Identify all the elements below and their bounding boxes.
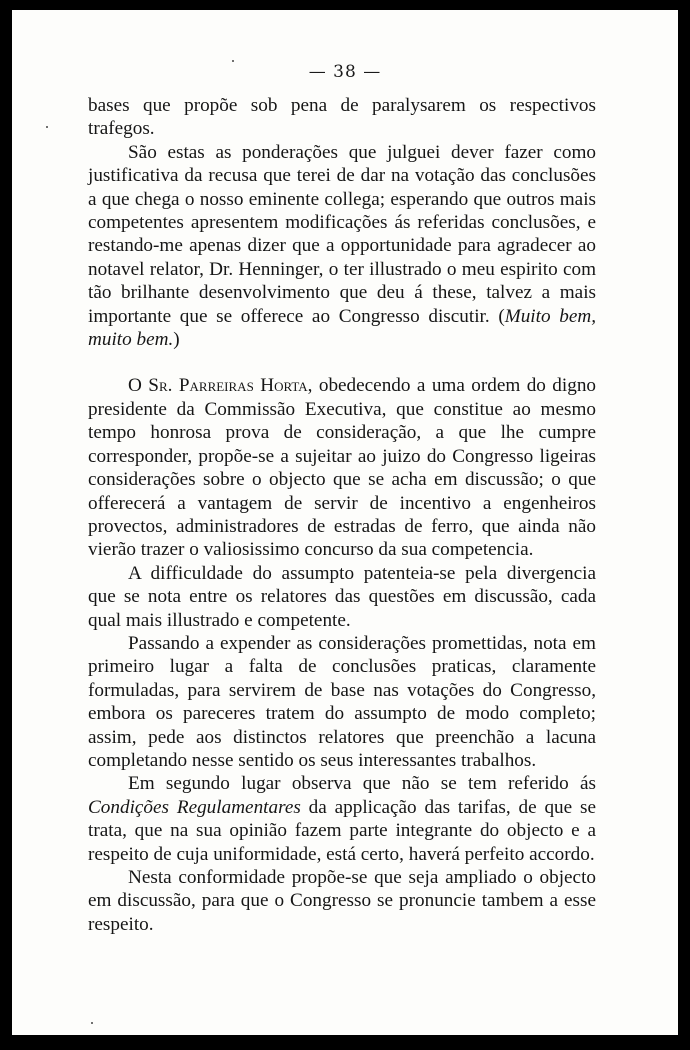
paragraph-continuation <box>88 94 596 141</box>
paragraph-text: bases que propõe sob pena de paralysarem os respectivos trafegos. <box>88 95 596 140</box>
paragraph-text: ) <box>173 329 180 351</box>
applause-remark: Muito bem, muito bem. <box>88 305 596 351</box>
paragraph-first-point <box>88 632 596 772</box>
paragraph-speaker-intro <box>88 374 596 561</box>
paragraph-second-point <box>88 772 596 866</box>
body-text <box>88 94 596 936</box>
paragraph-text: A difficuldade do assumpto patenteia-se pela divergencia que se nota entre os relatores das questões em discussão, cada qual mais illustrado e competente. <box>88 562 596 631</box>
page-number: — 38 — <box>308 62 382 82</box>
paragraph-justification <box>88 141 596 352</box>
paragraph-text: da applicação das tarifas, de que se trata, que na sua opinião fazem parte integrante do objecto e a respeito de cuja uniformidade, está certo, haverá perfeito accordo. <box>88 796 596 865</box>
page-speck <box>91 1022 93 1024</box>
emphasized-term: Condições Regulamentares <box>88 796 301 818</box>
paragraph-text: , obedecendo a uma ordem do digno presidente da Commissão Executiva, que constitue ao mesmo tempo honrosa prova de consideração, a que lhe cumpre corresponder, propõe-se a sujeitar ao juizo do Congresso ligeiras considerações sobre o objecto que se acha em discussão; o que offerecerá a vantagem de servir de incentivo a engenheiros provectos, administradores de estradas de ferro, que ainda não vierão trazer o valiosissimo concurso da sua competencia. <box>88 375 597 561</box>
paragraph-conclusion <box>88 866 596 936</box>
paragraph-text: Nesta conformidade propõe-se que seja ampliado o objecto em discussão, para que o Congresso se pronuncie tambem a esse respeito. <box>88 867 596 935</box>
page-speck <box>46 126 48 128</box>
paragraph-difficulty <box>88 562 596 632</box>
speaker-name: Sr. Parreiras Horta <box>148 375 308 397</box>
document-page <box>12 10 678 1035</box>
paragraph-text: São estas as ponderações que julguei dever fazer como justificativa da recusa que terei de dar na votação das conclusões a que chega o nosso eminente collega; esperando que outros mais competentes apresentem modificações ás referidas conclusões, e restando-me apenas dizer que a opportunidade para agradecer ao notavel relator, Dr. Henninger, o ter illustrado o meu espirito com tão brilhante desenvolvimento que deu á these, talvez a mais importante que se offerece ao Congresso discutir. ( <box>88 141 596 327</box>
paragraph-text: O <box>128 375 149 397</box>
paragraph-text: Passando a expender as considerações promettidas, nota em primeiro lugar a falta de conclusões praticas, claramente formuladas, para servirem de base nas votações do Congresso, embora os pareceres tratem do assumpto de modo completo; assim, pede aos distinctos relatores que preenchão a lacuna completando nesse sentido os seus interessantes trabalhos. <box>88 632 596 771</box>
paragraph-text: Em segundo lugar observa que não se tem referido ás <box>128 773 596 795</box>
